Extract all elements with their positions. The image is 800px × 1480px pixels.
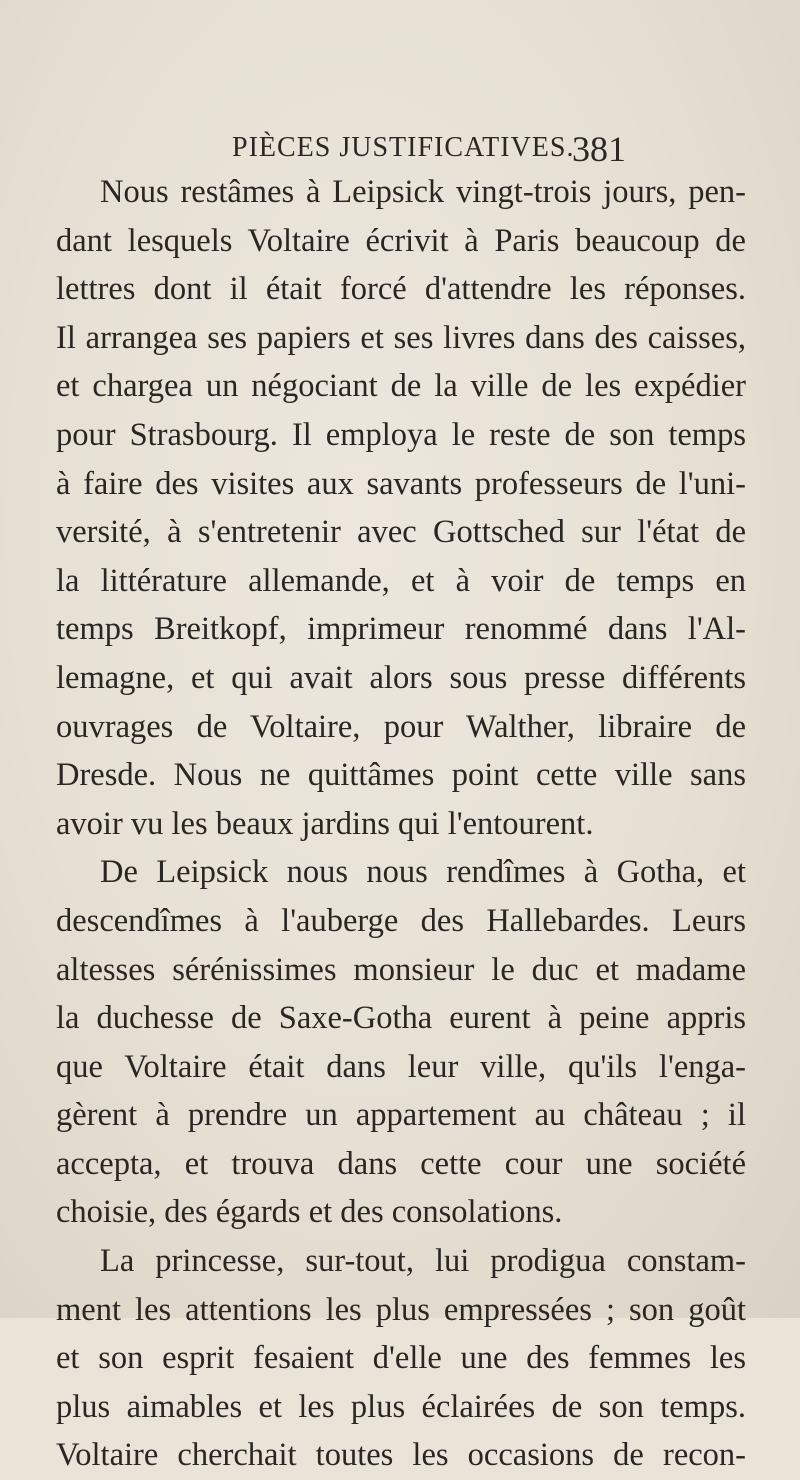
text-line: dant lesquels Voltaire écrivit à Paris beaucoup de <box>56 222 746 259</box>
text-line: choisie, des égards et des consolations. <box>56 1194 563 1231</box>
text-line: avoir vu les beaux jardins qui l'entourent. <box>56 805 594 842</box>
page-number: 381 <box>572 129 626 169</box>
text-line: pour Strasbourg. Il employa le reste de son temps <box>56 416 746 453</box>
text-line: De Leipsick nous nous rendîmes à Gotha, et <box>100 854 746 891</box>
page-header <box>232 128 792 172</box>
text-line: et son esprit fesaient d'elle une des femmes les <box>56 1340 746 1377</box>
text-line: plus aimables et les plus éclairées de son temps. <box>56 1388 746 1425</box>
text-line: Voltaire cherchait toutes les occasions de recon- <box>56 1437 746 1474</box>
running-title: PIÈCES JUSTIFICATIVES. <box>232 132 575 163</box>
text-line: ment les attentions les plus empressées ; son goût <box>56 1291 746 1328</box>
text-line: altesses sérénissimes monsieur le duc et madame <box>56 951 746 988</box>
text-line: gèrent à prendre un appartement au château ; il <box>56 1097 746 1134</box>
text-line: temps Breitkopf, imprimeur renommé dans l'Al- <box>56 611 746 648</box>
text-line: lemagne, et qui avait alors sous presse différents <box>56 659 746 696</box>
body-text <box>56 168 746 1480</box>
text-line: que Voltaire était dans leur ville, qu'ils l'enga- <box>56 1048 746 1085</box>
text-line: La princesse, sur-tout, lui prodigua constam- <box>100 1243 746 1280</box>
text-line: descendîmes à l'auberge des Hallebardes. Leurs <box>56 902 746 939</box>
text-line: accepta, et trouva dans cette cour une société <box>56 1145 746 1182</box>
text-line: la duchesse de Saxe-Gotha eurent à peine appris <box>56 1000 746 1037</box>
text-line: Dresde. Nous ne quittâmes point cette ville sans <box>56 757 746 794</box>
text-line: Nous restâmes à Leipsick vingt-trois jours, pen- <box>100 174 746 210</box>
text-line: versité, à s'entretenir avec Gottsched sur l'état de <box>56 514 746 551</box>
text-line: à faire des visites aux savants professeurs de l'uni- <box>56 465 746 502</box>
text-line: Il arrangea ses papiers et ses livres dans des caisses, <box>56 319 746 356</box>
text-line: la littérature allemande, et à voir de temps en <box>56 562 746 599</box>
text-line: ouvrages de Voltaire, pour Walther, libraire de <box>56 708 746 745</box>
text-line: lettres dont il était forcé d'attendre les réponses. <box>56 271 746 308</box>
text-line: et chargea un négociant de la ville de les expédier <box>56 368 746 405</box>
